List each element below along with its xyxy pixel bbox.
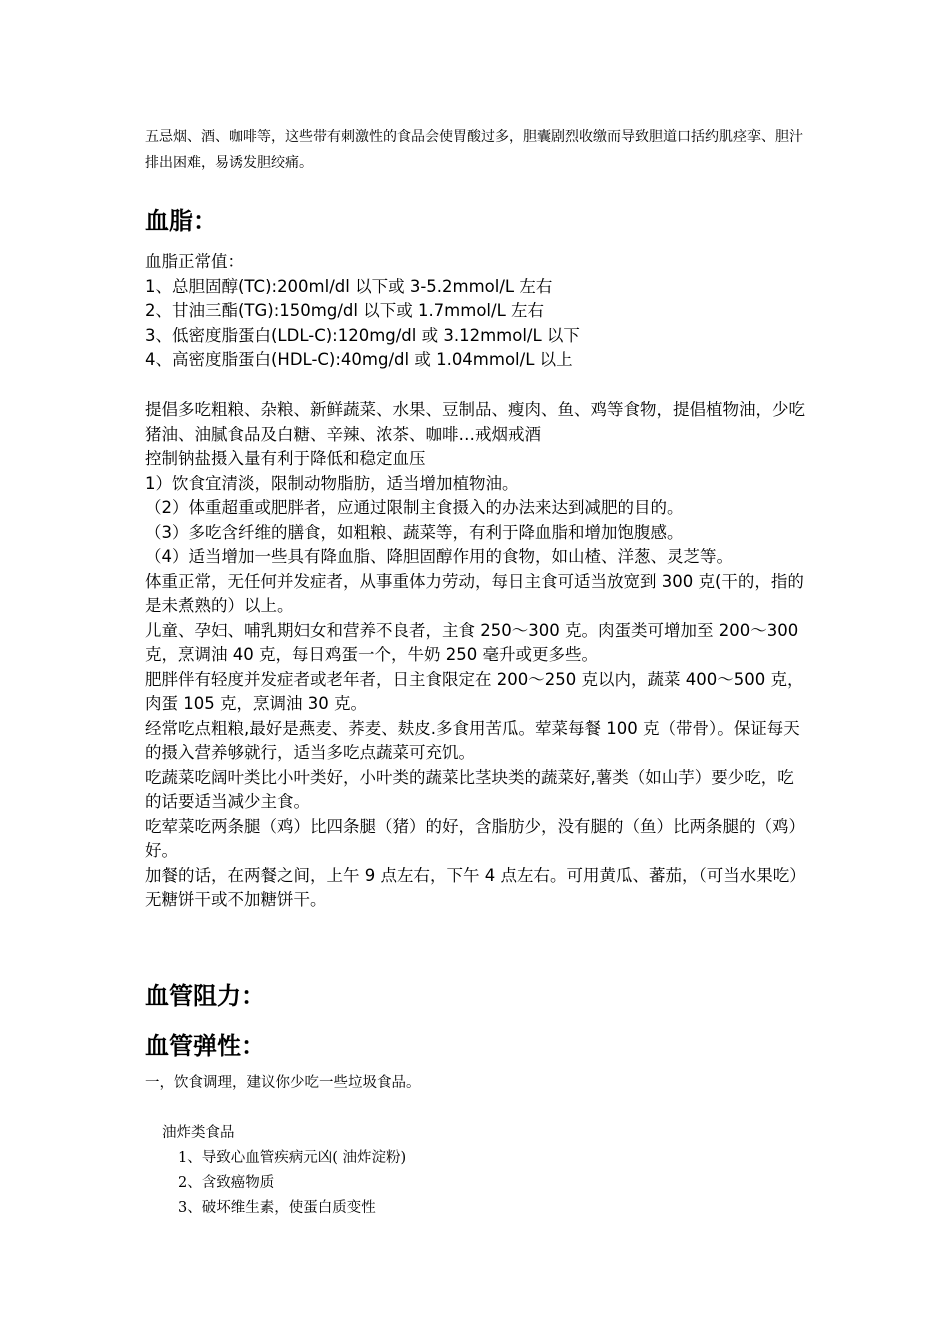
advice-paragraph: 儿童、孕妇、哺乳期妇女和营养不良者，主食 250～300 克。肉蛋类可增加至 200～300 克，烹调油 40 克，每日鸡蛋一个，牛奶 250 毫升或更多些。 [145, 620, 799, 664]
normal-value-item: 1、总胆固醇(TC):200ml/dl 以下或 3-5.2mmol/L 左右 [145, 276, 553, 296]
normal-value-item: 4、高密度脂蛋白(HDL-C):40mg/dl 或 1.04mmol/L 以上 [145, 350, 573, 369]
fried-food-item: 3、破坏维生素，使蛋白质变性 [178, 1200, 376, 1216]
advice-paragraph: 经常吃点粗粮,最好是燕麦、荞麦、麸皮.多食用苦瓜。荤菜每餐 100 克（带骨）。保证每天的摄入营养够就行，适当多吃点蔬菜可充饥。 [145, 718, 800, 762]
diet-advice-section [145, 398, 810, 913]
normal-value-item: 3、低密度脂蛋白(LDL-C):120mg/dl 或 3.12mmol/L 以下 [145, 325, 580, 345]
vascular-resistance-heading: 血管阻力： [145, 982, 265, 1010]
advice-paragraph: 肥胖伴有轻度并发症者或老年者，日主食限定在 200～250 克以内，蔬菜 400～500 克，肉蛋 105 克，烹调油 30 克。 [145, 669, 804, 713]
advice-paragraph: （4）适当增加一些具有降血脂、降胆固醇作用的食物，如山楂、洋葱、灵芝等。 [145, 547, 733, 566]
advice-paragraph: 1）饮食宜清淡，限制动物脂肪，适当增加植物油。 [145, 473, 519, 493]
normal-values-section [145, 250, 810, 373]
advice-paragraph: （2）体重超重或肥胖者，应通过限制主食摄入的办法来达到减肥的目的。 [145, 498, 684, 517]
advice-paragraph: 体重正常，无任何并发症者，从事重体力劳动，每日主食可适当放宽到 300 克(干的，指的是未煮熟的）以上。 [145, 571, 804, 615]
advice-paragraph: 控制钠盐摄入量有利于降低和稳定血压 [145, 449, 426, 468]
blood-lipid-heading: 血脂： [145, 207, 217, 235]
advice-paragraph: （3）多吃含纤维的膳食，如粗粮、蔬菜等，有利于降血脂和增加饱腹感。 [145, 522, 684, 542]
advice-paragraph: 吃荤菜吃两条腿（鸡）比四条腿（猪）的好，含脂肪少，没有腿的（鱼）比两条腿的（鸡）好。 [145, 816, 805, 860]
fried-food-item: 2、含致癌物质 [178, 1175, 275, 1191]
intro-text: 五忌烟、酒、咖啡等，这些带有刺激性的食品会使胃酸过多，胆囊剧烈收缴而导致胆道口括约肌痉挛、胆汁排出困难，易诱发胆绞痛。 [145, 129, 803, 171]
fried-food-category: 油炸类食品 [162, 1125, 235, 1141]
advice-paragraph: 吃蔬菜吃阔叶类比小叶类好，小叶类的蔬菜比茎块类的蔬菜好,薯类（如山芋）要少吃，吃的话要适当减少主食。 [145, 767, 794, 811]
advice-paragraph: 提倡多吃粗粮、杂粮、新鲜蔬菜、水果、豆制品、瘦肉、鱼、鸡等食物，提倡植物油，少吃猪油、油腻食品及白糖、辛辣、浓茶、咖啡…戒烟戒酒 [145, 400, 805, 444]
intro-paragraph [145, 124, 810, 176]
fried-food-item: 1、导致心血管疾病元凶( 油炸淀粉) [178, 1150, 407, 1166]
vascular-elasticity-heading: 血管弹性： [145, 1032, 265, 1060]
elasticity-intro: 一，饮食调理，建议你少吃一些垃圾食品。 [145, 1075, 421, 1091]
normal-values-title: 血脂正常值： [145, 252, 244, 271]
advice-paragraph: 加餐的话，在两餐之间，上午 9 点左右，下午 4 点左右。可用黄瓜、蕃茄，（可当水果吃）无糖饼干或不加糖饼干。 [145, 865, 806, 909]
normal-value-item: 2、甘油三酯(TG):150mg/dl 以下或 1.7mmol/L 左右 [145, 301, 545, 320]
